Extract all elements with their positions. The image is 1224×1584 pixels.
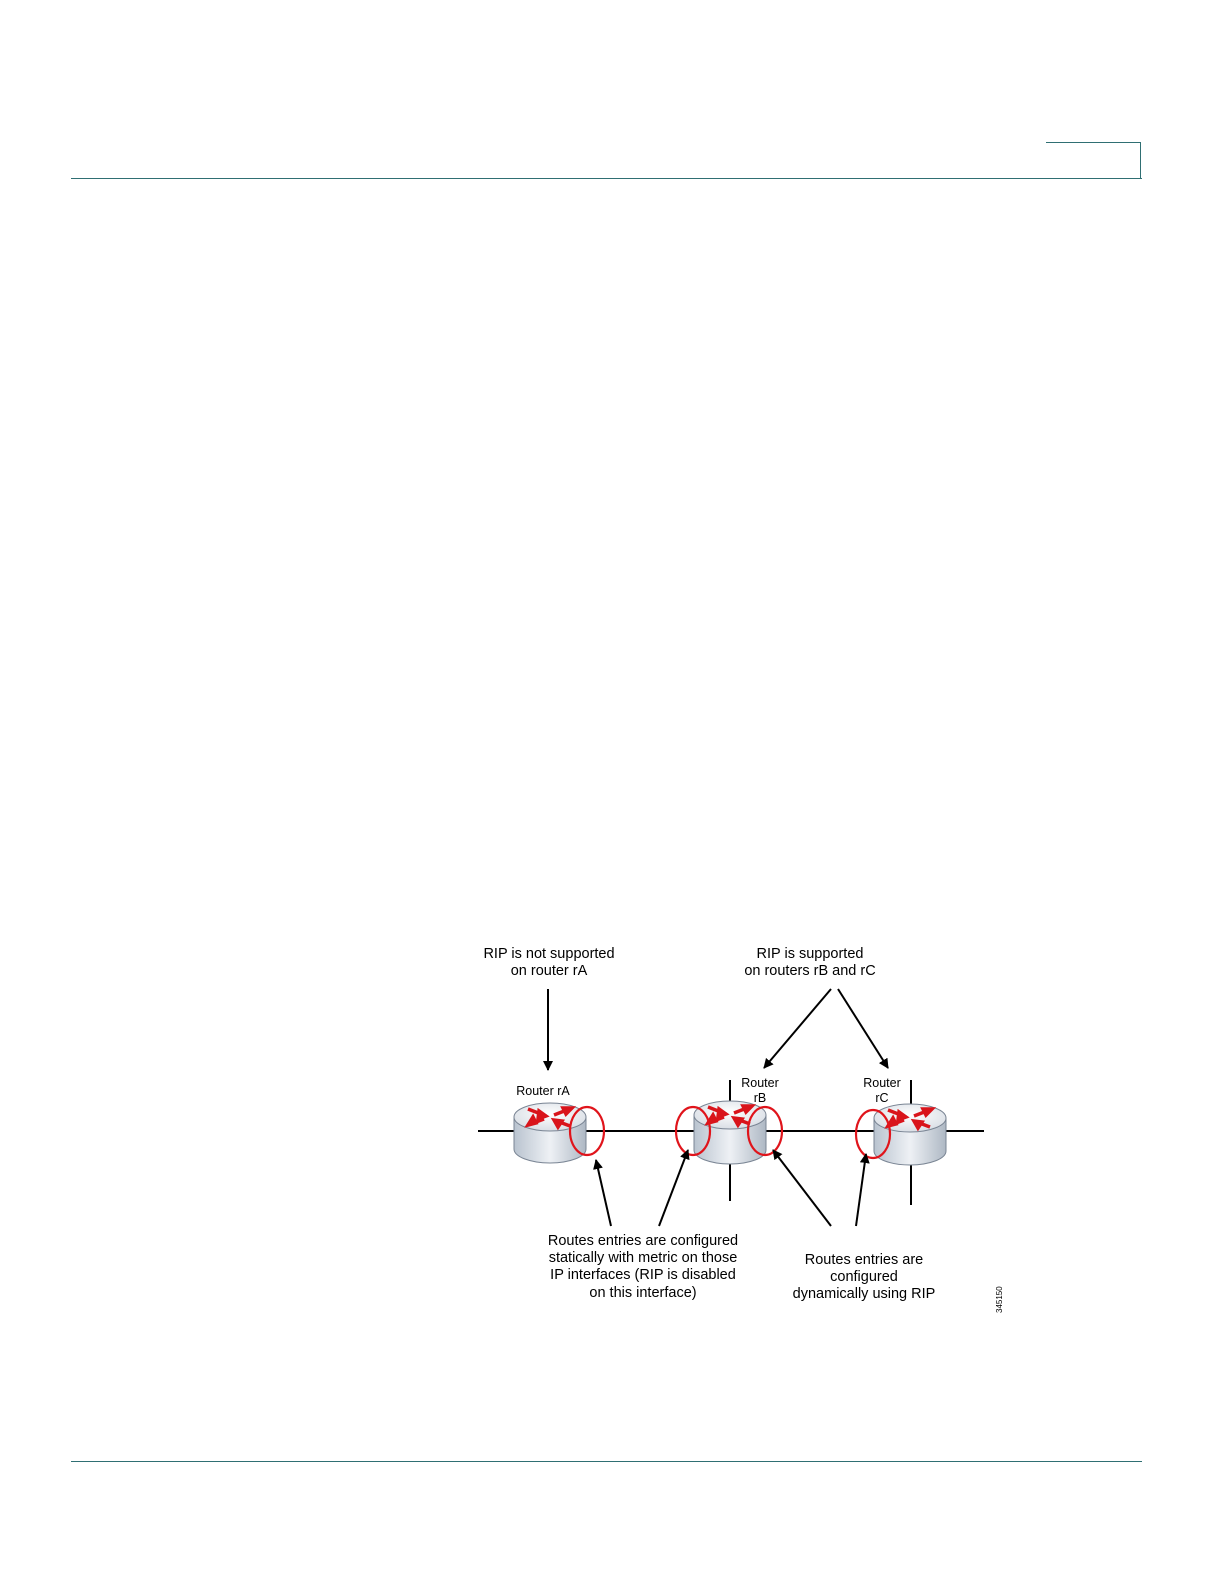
callout-top-right [744, 946, 875, 979]
callout-bottom-right-line3: dynamically using RIP [792, 1286, 936, 1302]
arrow-to-ra-interface [596, 1160, 611, 1226]
callout-top-left-line2: on router rA [510, 963, 588, 979]
router-c-label-line1: Router [863, 1076, 901, 1090]
callout-bottom-left-line1: Routes entries are configured [547, 1233, 739, 1249]
callout-bottom-right-line2: configured [830, 1269, 898, 1285]
arrow-to-rb-right-interface [773, 1150, 831, 1226]
router-c-icon [874, 1104, 946, 1165]
callout-top-right-line2: on routers rB and rC [744, 963, 876, 979]
arrow-to-router-c [838, 989, 888, 1068]
arrow-to-rb-left-interface [659, 1150, 688, 1226]
callout-bottom-left-line2: statically with metric on those [548, 1250, 738, 1266]
figure-id: 345150 [995, 1286, 1004, 1313]
router-b-label-line2: rB [753, 1091, 767, 1105]
callout-bottom-left-line4: on this interface) [589, 1285, 697, 1301]
router-b-label-line1: Router [741, 1076, 779, 1090]
callout-bottom-right-line1: Routes entries are [804, 1252, 924, 1268]
arrow-to-rc-interface [856, 1154, 866, 1226]
router-c-label-line2: rC [875, 1091, 889, 1105]
callout-bottom-right [793, 1252, 936, 1302]
arrow-to-router-b [764, 989, 831, 1068]
router-a-label: Router rA [516, 1084, 570, 1098]
callout-bottom-left [548, 1233, 738, 1301]
callout-top-left [483, 946, 614, 979]
callout-bottom-left-line3: IP interfaces (RIP is disabled [550, 1267, 736, 1283]
callout-top-left-line1: RIP is not supported [483, 946, 615, 962]
callout-top-right-line1: RIP is supported [756, 946, 864, 962]
